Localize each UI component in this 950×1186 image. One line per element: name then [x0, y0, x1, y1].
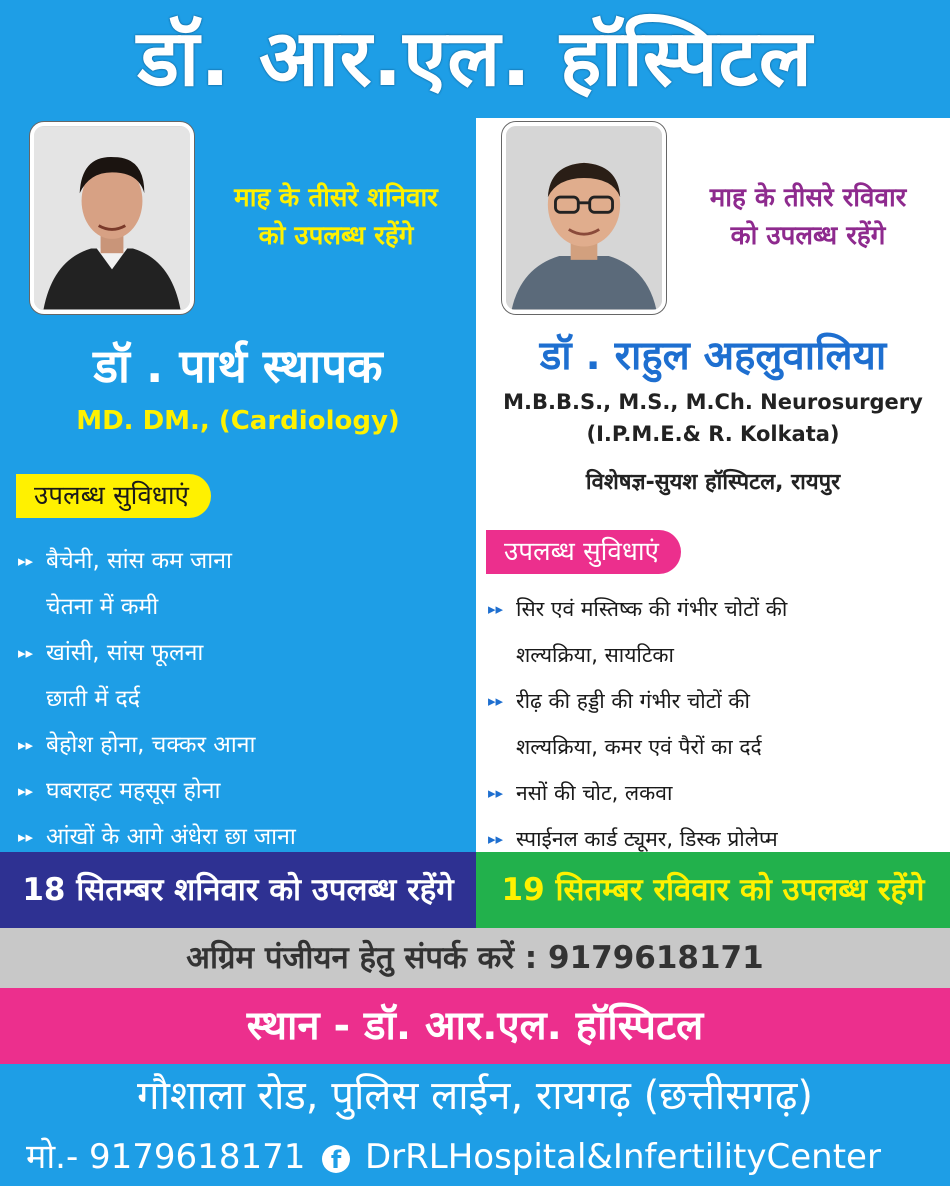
double-chevron-icon: ▸▸	[18, 782, 34, 800]
list-item: ▸▸ सिर एवं मस्तिष्क की गंभीर चोटों की	[486, 586, 950, 632]
list-item: ▸▸ नसों की चोट, लकवा	[486, 770, 950, 816]
doctor2-name: डॉ . राहुल अहलुवालिया	[539, 333, 887, 379]
list-item: ▸▸ स्पाईनल कार्ड ट्यूमर, डिस्क प्रोलेप्म	[486, 816, 950, 862]
doctor2-specialist: विशेषज्ञ-सुयश हॉस्पिटल, रायपुर	[585, 470, 841, 495]
list-item: ▸▸ आंखों के आगे अंधेरा छा जाना	[16, 814, 476, 860]
list-item: ▸▸ बैचेनी, सांस कम जाना	[16, 538, 476, 584]
list-item: शल्यक्रिया, सायटिका	[516, 643, 674, 667]
list-item: चेतना में कमी	[46, 594, 159, 620]
doctor2-degree-line1: M.B.B.S., M.S., M.Ch. Neurosurgery	[503, 390, 923, 414]
double-chevron-icon: ▸▸	[488, 784, 504, 802]
double-chevron-icon: ▸▸	[18, 552, 34, 570]
doctor2-availability-line1: माह के तीसरे रविवार	[709, 183, 907, 213]
list-item: ▸▸ बेहोश होना, चक्कर आना	[16, 722, 476, 768]
doctor1-degree: MD. DM., (Cardiology)	[76, 406, 400, 436]
doctor2-degree-line2: (I.P.M.E.& R. Kolkata)	[586, 422, 840, 446]
doctor2-photo	[502, 122, 666, 314]
doctor1-panel	[0, 112, 476, 852]
double-chevron-icon: ▸▸	[18, 644, 34, 662]
list-item: ▸▸ खांसी, सांस फूलना	[16, 630, 476, 676]
list-item: ▸▸ रीढ़ की हड्डी की गंभीर चोटों की	[486, 678, 950, 724]
doctor1-date-banner: 18 सितम्बर शनिवार को उपलब्ध रहेंगे	[0, 852, 476, 928]
contact-strip: अग्रिम पंजीयन हेतु संपर्क करें : 9179618171	[0, 928, 950, 988]
list-item: ▸▸ घबराहट महसूस होना	[16, 768, 476, 814]
venue-strip: स्थान - डॉ. आर.एल. हॉस्पिटल	[0, 988, 950, 1064]
double-chevron-icon: ▸▸	[488, 600, 504, 618]
doctor2-facilities-label: उपलब्ध सुविधाएं	[486, 530, 681, 574]
doctor1-availability-line1: माह के तीसरे शनिवार	[234, 183, 438, 213]
double-chevron-icon: ▸▸	[18, 736, 34, 754]
page-title: डॉ. आर.एल. हॉस्पिटल	[0, 0, 950, 118]
list-item: शल्यक्रिया, कमर एवं पैरों का दर्द	[516, 735, 762, 759]
doctor2-services-list	[486, 586, 950, 862]
list-item: छाती में दर्द	[46, 686, 140, 712]
footer	[0, 1128, 950, 1186]
doctor2-panel	[476, 118, 950, 852]
doctor1-facilities-label: उपलब्ध सुविधाएं	[16, 474, 211, 518]
doctor1-availability-line2: को उपलब्ध रहेंगे	[258, 220, 414, 251]
doctor1-name: डॉ . पार्थ स्थापक	[93, 339, 383, 393]
doctor1-availability	[196, 180, 476, 255]
double-chevron-icon: ▸▸	[18, 828, 34, 846]
facebook-icon: f	[322, 1145, 350, 1173]
double-chevron-icon: ▸▸	[488, 692, 504, 710]
doctor2-availability	[666, 180, 950, 255]
doctor1-photo	[30, 122, 194, 314]
doctor1-services-list	[16, 538, 476, 860]
doctor2-availability-line2: को उपलब्ध रहेंगे	[730, 220, 886, 251]
mobile-number: मो.- 9179618171	[26, 1137, 306, 1177]
address-line: गौशाला रोड, पुलिस लाईन, रायगढ़ (छत्तीसगढ़)	[0, 1064, 950, 1128]
facebook-page: DrRLHospital&InfertilityCenter	[364, 1137, 881, 1177]
doctor2-date-banner: 19 सितम्बर रविवार को उपलब्ध रहेंगे	[476, 852, 950, 928]
double-chevron-icon: ▸▸	[488, 830, 504, 848]
